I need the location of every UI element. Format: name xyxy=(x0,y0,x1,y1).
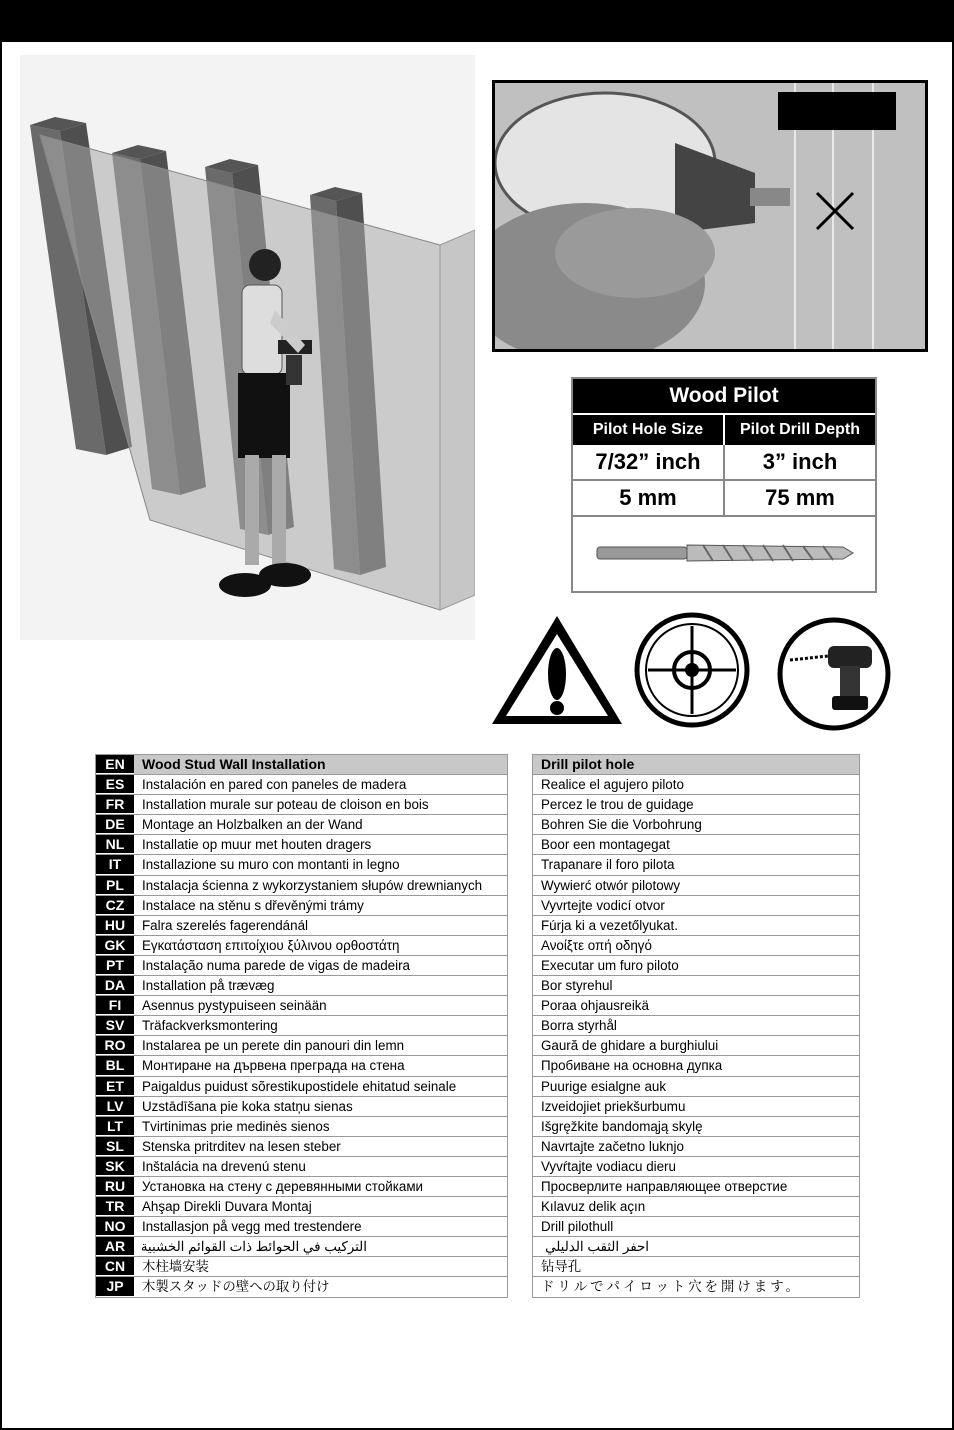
language-code: CZ xyxy=(96,896,134,915)
instruction-row-gk xyxy=(533,936,859,956)
language-row-jp xyxy=(96,1277,507,1297)
drill-depth-inch: 3” inch xyxy=(723,445,875,479)
language-code: EN xyxy=(96,755,134,774)
instruction-text: Drill pilot hole xyxy=(541,756,635,772)
wall-installation-illustration xyxy=(20,55,475,640)
installation-title-text: Träfackverksmontering xyxy=(142,1018,278,1034)
installation-title-text: Instalación en pared con paneles de madera xyxy=(142,777,407,793)
instruction-text: Vyvŕtajte vodiacu dieru xyxy=(541,1158,676,1174)
pilot-drill-depth-header: Pilot Drill Depth xyxy=(723,415,875,445)
instruction-text: Пробиване на основна дупка xyxy=(541,1058,723,1074)
instruction-row-cz xyxy=(533,896,859,916)
hole-size-mm: 5 mm xyxy=(619,485,677,510)
instruction-row-cn xyxy=(533,1257,859,1277)
wood-pilot-table xyxy=(571,377,877,593)
instruction-row-jp xyxy=(533,1277,859,1297)
instruction-row-lv xyxy=(533,1097,859,1117)
wood-pilot-header-row xyxy=(573,413,875,445)
instruction-row-sv xyxy=(533,1016,859,1036)
instruction-row-it xyxy=(533,855,859,875)
drill-depth-mm: 75 mm xyxy=(723,481,875,515)
language-row-fi xyxy=(96,996,507,1016)
installation-title-text: 木柱墙安装 xyxy=(142,1259,209,1275)
target-crosshair-icon xyxy=(634,612,750,733)
wood-pilot-title: Wood Pilot xyxy=(573,379,875,413)
instruction-text: Borra styrhål xyxy=(541,1018,617,1034)
instruction-text: Boor een montagegat xyxy=(541,837,670,853)
language-code: FR xyxy=(96,795,134,814)
installation-title-text: Stenska pritrditev na lesen steber xyxy=(142,1138,341,1154)
instruction-row-ru xyxy=(533,1177,859,1197)
instruction-text: Kılavuz delik açın xyxy=(541,1199,646,1215)
instruction-text: Bohren Sie die Vorbohrung xyxy=(541,817,702,833)
language-code: RU xyxy=(96,1177,134,1196)
language-row-da xyxy=(96,976,507,996)
instruction-row-fi xyxy=(533,996,859,1016)
installation-title-text: Instalacja ścienna z wykorzystaniem słupów drewnianych xyxy=(142,877,483,893)
language-row-en xyxy=(96,755,507,775)
language-code: SV xyxy=(96,1016,134,1035)
language-row-es xyxy=(96,775,507,795)
language-row-sv xyxy=(96,1016,507,1036)
installation-title-text: Inštalácia na drevenú stenu xyxy=(142,1158,306,1174)
language-code: PL xyxy=(96,876,134,895)
language-row-sl xyxy=(96,1137,507,1157)
language-row-bl xyxy=(96,1056,507,1076)
language-row-pt xyxy=(96,956,507,976)
language-code: LV xyxy=(96,1097,134,1116)
installation-title-text: Installation murale sur poteau de cloison en bois xyxy=(142,797,429,813)
language-code: HU xyxy=(96,916,134,935)
instruction-text: Просверлите направляющее отверстие xyxy=(541,1178,788,1194)
installation-title-table xyxy=(95,754,508,1298)
instruction-text: ドリルでパイロット穴を開けます。 xyxy=(541,1279,802,1295)
instruction-text: Puurige esialgne auk xyxy=(541,1078,667,1094)
language-code: AR xyxy=(96,1237,134,1256)
language-code: PT xyxy=(96,956,134,975)
instruction-row-sl xyxy=(533,1137,859,1157)
instruction-text: Drill pilothull xyxy=(541,1219,614,1235)
language-code: FI xyxy=(96,996,134,1015)
installation-title-text: Instalace na stěnu s dřevěnými trámy xyxy=(142,897,364,913)
language-row-ru xyxy=(96,1177,507,1197)
drill-bit-icon xyxy=(573,517,875,593)
instruction-table xyxy=(532,754,860,1298)
power-drill-icon xyxy=(776,616,892,737)
installation-title-text: Установка на стену с деревянными стойками xyxy=(142,1178,424,1194)
language-code: SL xyxy=(96,1137,134,1156)
language-row-ar xyxy=(96,1237,507,1257)
language-row-no xyxy=(96,1217,507,1237)
language-code: RO xyxy=(96,1036,134,1055)
language-code: TR xyxy=(96,1197,134,1216)
installation-title-text: Paigaldus puidust sõrestikupostidele ehitatud seinale xyxy=(142,1078,457,1094)
language-code: JP xyxy=(96,1277,134,1296)
installation-title-text: Montage an Holzbalken an der Wand xyxy=(142,817,363,833)
instruction-text: Fúrja ki a vezetőlyukat. xyxy=(541,917,678,933)
language-row-cz xyxy=(96,896,507,916)
language-row-ro xyxy=(96,1036,507,1056)
instruction-text: Poraa ohjausreikä xyxy=(541,998,649,1014)
language-row-lt xyxy=(96,1117,507,1137)
language-code: NO xyxy=(96,1217,134,1236)
instruction-row-fr xyxy=(533,795,859,815)
warning-triangle-icon xyxy=(488,612,626,733)
instruction-row-bl xyxy=(533,1056,859,1076)
instruction-text: Wywierć otwór pilotowy xyxy=(541,877,681,893)
instruction-text: Izveidojiet priekšurbumu xyxy=(541,1098,686,1114)
language-code: BL xyxy=(96,1056,134,1075)
language-code: CN xyxy=(96,1257,134,1276)
wood-pilot-row-mm xyxy=(573,481,875,517)
installation-title-text: Εγκατάσταση επιτοίχιου ξύλινου ορθοστάτη xyxy=(142,937,400,953)
language-code: ET xyxy=(96,1077,134,1096)
language-code: SK xyxy=(96,1157,134,1176)
instruction-row-nl xyxy=(533,835,859,855)
language-row-lv xyxy=(96,1097,507,1117)
instruction-text: احفر الثقب الدليلي xyxy=(545,1239,649,1255)
instruction-text: Vyvrtejte vodicí otvor xyxy=(541,897,665,913)
language-row-tr xyxy=(96,1197,507,1217)
language-row-et xyxy=(96,1077,507,1097)
instruction-text: Executar um furo piloto xyxy=(541,957,679,973)
language-row-sk xyxy=(96,1157,507,1177)
installation-title-text: Wood Stud Wall Installation xyxy=(142,756,326,772)
language-code: IT xyxy=(96,855,134,874)
installation-title-text: Ahşap Direkli Duvara Montaj xyxy=(142,1199,312,1215)
instruction-row-no xyxy=(533,1217,859,1237)
instruction-row-lt xyxy=(533,1117,859,1137)
installation-title-text: Falra szerelés fagerendánál xyxy=(142,917,308,933)
instruction-row-en xyxy=(533,755,859,775)
instruction-row-tr xyxy=(533,1197,859,1217)
language-row-de xyxy=(96,815,507,835)
language-code: ES xyxy=(96,775,134,794)
language-row-nl xyxy=(96,835,507,855)
pilot-hole-size-header: Pilot Hole Size xyxy=(592,421,704,438)
instruction-text: Trapanare il foro pilota xyxy=(541,857,675,873)
instruction-row-hu xyxy=(533,916,859,936)
instruction-text: 钻导孔 xyxy=(541,1259,582,1275)
language-row-gk xyxy=(96,936,507,956)
instruction-row-ar xyxy=(533,1237,859,1257)
language-row-cn xyxy=(96,1257,507,1277)
instruction-row-de xyxy=(533,815,859,835)
language-row-hu xyxy=(96,916,507,936)
language-code: DA xyxy=(96,976,134,995)
installation-title-text: Uzstādīšana pie koka statņu sienas xyxy=(142,1098,353,1114)
installation-title-text: Instalarea pe un perete din panouri din lemn xyxy=(142,1038,405,1054)
language-row-pl xyxy=(96,876,507,896)
instruction-text: Bor styrehul xyxy=(541,978,613,994)
instruction-row-sk xyxy=(533,1157,859,1177)
language-row-fr xyxy=(96,795,507,815)
instruction-text: Gaură de ghidare a burghiului xyxy=(541,1038,719,1054)
installation-title-text: Installatie op muur met houten dragers xyxy=(142,837,372,853)
installation-title-text: 木製スタッドの壁への取り付け xyxy=(142,1279,330,1295)
instruction-text: Ανοίξτε οπή οδηγό xyxy=(541,937,652,953)
instruction-text: Realice el agujero piloto xyxy=(541,777,684,793)
installation-title-text: Instalação numa parede de vigas de madeira xyxy=(142,957,410,973)
installation-title-text: Монтиране на дървена преграда на стена xyxy=(142,1058,405,1074)
instruction-row-da xyxy=(533,976,859,996)
installation-title-text: Tvirtinimas prie medinės sienos xyxy=(142,1118,330,1134)
instruction-text: Percez le trou de guidage xyxy=(541,797,694,813)
language-code: NL xyxy=(96,835,134,854)
instruction-row-ro xyxy=(533,1036,859,1056)
hole-size-inch: 7/32” inch xyxy=(595,449,701,474)
instruction-row-pt xyxy=(533,956,859,976)
installation-title-text: Installasjon på vegg med trestendere xyxy=(142,1219,362,1235)
instruction-text: Išgręžkite bandomąją skylę xyxy=(541,1118,703,1134)
instruction-row-et xyxy=(533,1077,859,1097)
instruction-text: Navrtajte začetno luknjo xyxy=(541,1138,684,1154)
wood-pilot-row-inch xyxy=(573,445,875,481)
photo-label-box xyxy=(778,92,896,130)
language-code: LT xyxy=(96,1117,134,1136)
language-row-it xyxy=(96,855,507,875)
language-code: GK xyxy=(96,936,134,955)
installation-title-text: التركيب في الحوائط ذات القوائم الخشبية xyxy=(140,1239,367,1255)
language-code: DE xyxy=(96,815,134,834)
instruction-row-pl xyxy=(533,876,859,896)
installation-title-text: Installazione su muro con montanti in legno xyxy=(142,857,400,873)
instruction-row-es xyxy=(533,775,859,795)
installation-title-text: Installation på trævæg xyxy=(142,978,275,994)
installation-title-text: Asennus pystypuiseen seinään xyxy=(142,998,327,1014)
